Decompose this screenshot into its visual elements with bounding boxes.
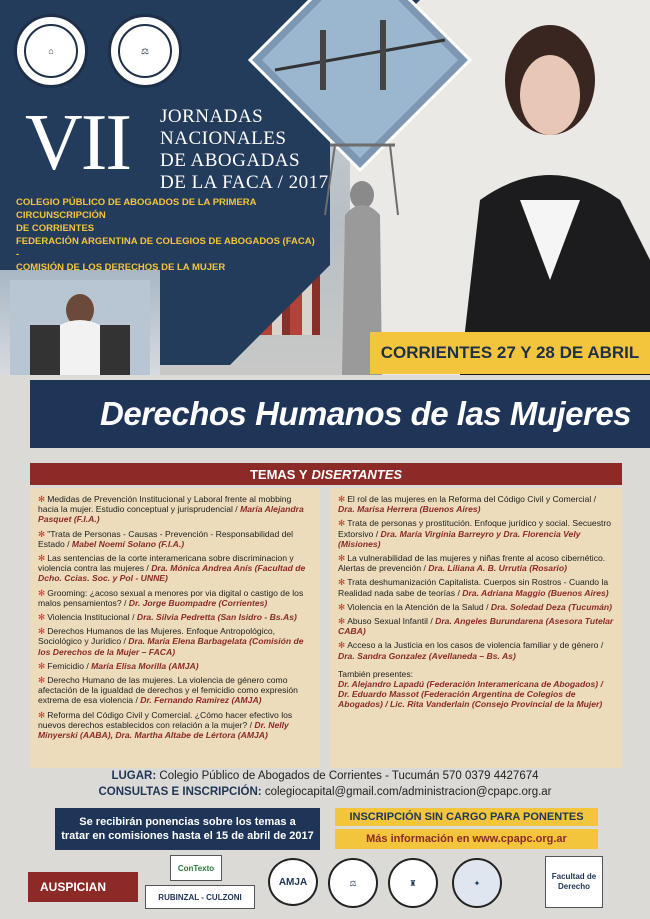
bullet-icon: ✻	[38, 553, 46, 564]
disertantes-label: DISERTANTES	[311, 466, 403, 482]
speaker-name: Dr. Nelly Minyerski (AABA), Dra. Martha Altabe de Lértora (AMJA)	[38, 719, 289, 741]
speaker-name: Dra. Soledad Deza (Tucumán)	[490, 601, 612, 612]
event-name-line: DE ABOGADAS	[160, 150, 301, 171]
federacion-interamericana-logo: ✦	[452, 858, 502, 908]
also-present	[338, 669, 614, 710]
topic-item	[338, 553, 614, 573]
organizers	[16, 196, 316, 274]
topic-text: Medidas de Prevención Institucional y Laboral frente al mobbing hacia la mujer. Estudio conceptual y jurisprudencial /	[38, 494, 292, 515]
topic-item	[338, 616, 614, 636]
event-date: CORRIENTES 27 Y 28 DE ABRIL	[370, 332, 650, 374]
header-area	[0, 0, 650, 375]
event-name-line: JORNADAS	[160, 106, 264, 127]
venue-line	[0, 770, 650, 782]
topic-text: Grooming: ¿acoso sexual a menores por via digital o castigo de los malos pensamientos? /	[38, 587, 304, 608]
topic-item	[38, 612, 312, 622]
colegio-san-isidro-logo: ⚖	[328, 858, 378, 908]
bullet-icon: ✻	[338, 640, 346, 651]
bullet-icon: ✻	[338, 518, 346, 529]
edition-number: VII	[25, 99, 131, 187]
bullet-icon: ✻	[38, 626, 46, 637]
topic-text: Femicidio /	[47, 660, 92, 671]
topic-text: Violencia Institucional /	[47, 612, 137, 623]
bullet-icon: ✻	[38, 587, 46, 598]
topic-text: El rol de las mujeres en la Reforma del Código Civil y Comercial /	[347, 494, 597, 504]
also-present-text: Dr. Alejandro Lapadú (Federación Interamericana de Abogados) / Dr. Eduardo Massot (Federación Argentina de Colegios de Abogados) / Lic. Rita Vanderlain (Consejo Provincial de la Mujer)	[338, 679, 603, 710]
topic-text: Las sentencias de la corte interamericana sobre discriminacion y violencia contra las mujeres /	[38, 553, 294, 574]
topic-item	[38, 661, 312, 671]
amja-logo	[268, 858, 318, 906]
contexto-logo: ConTexto	[170, 855, 222, 881]
temas-label: TEMAS Y	[249, 466, 308, 482]
speaker-name: Dra. Marisa Herrera (Buenos Aires)	[338, 504, 481, 515]
contact-label: CONSULTAS E INSCRIPCIÓN:	[98, 786, 262, 798]
bullet-icon: ✻	[38, 675, 46, 686]
topic-text: "Trata de Personas - Causas - Prevención - Responsabilidad del Estado /	[38, 528, 294, 549]
bullet-icon: ✻	[338, 616, 346, 627]
topic-item	[338, 602, 614, 612]
speaker-name: María Alejandra Pasquet (F.I.A.)	[38, 504, 304, 525]
ponencias-box	[55, 808, 320, 850]
temas-header	[30, 463, 622, 485]
event-name-line: DE LA FACA / 2017	[160, 172, 329, 193]
venue-text: Colegio Público de Abogados de Corrientes - Tucumán 570 0379 4427674	[159, 770, 539, 782]
bullet-icon: ✻	[338, 601, 346, 612]
topic-item	[38, 588, 312, 608]
speaker-name: Dra. Angeles Burundarena (Asesora Tutelar CABA)	[338, 616, 614, 637]
facultad-derecho-logo	[545, 856, 603, 908]
amja-text: AMJA	[278, 876, 308, 888]
faca-logo	[108, 14, 182, 88]
inscripcion-banner: INSCRIPCIÓN SIN CARGO PARA PONENTES	[335, 808, 598, 826]
contact-line	[0, 786, 650, 798]
organizer-line: DE CORRIENTES	[16, 223, 95, 234]
speaker-name: Dr. Fernando Ramirez (AMJA)	[140, 695, 262, 706]
speaker-name: Dra. Silvia Pedretta (San Isidro - Bs.As)	[136, 612, 297, 623]
event-name-line: NACIONALES	[160, 128, 287, 149]
bullet-icon: ✻	[338, 494, 346, 504]
topic-text: Reforma del Código Civil y Comercial. ¿Cómo hacer efectivo los nuevos derechos establecidos con relación a la mujer? /	[38, 709, 293, 730]
faca-book-icon: ⚖	[118, 24, 172, 78]
topic-item	[38, 675, 312, 706]
topics-left-column	[30, 488, 320, 768]
topics-right-column	[330, 488, 622, 768]
topic-item	[38, 710, 312, 741]
topic-text: Acceso a la Justicia en los casos de violencia familiar y de género /	[347, 640, 604, 651]
facultad-text: Facultad de Derecho	[551, 872, 597, 891]
topic-item	[38, 626, 312, 657]
organizer-line: COLEGIO PÚBLICO DE ABOGADOS DE LA PRIMERA CIRCUNSCRIPCIÓN	[16, 197, 257, 221]
bullet-icon: ✻	[338, 577, 346, 588]
faca-sponsor-logo: ♜	[388, 858, 438, 908]
ponencias-line: tratar en comisiones hasta el 15 de abril de 2017	[61, 830, 314, 842]
speaker-name: Dra. Sandra Gonzalez (Avellaneda – Bs. As)	[338, 650, 516, 661]
bullet-icon: ✻	[38, 612, 46, 623]
speaker-name: Dra. Mónica Andrea Anís (Facultad de Dcho. Ccias. Soc. y Pol - UNNE)	[38, 563, 306, 584]
more-info-link[interactable]: Más información en www.cpapc.org.ar	[335, 829, 598, 849]
woman-window-photo	[0, 270, 160, 375]
bullet-icon: ✻	[38, 494, 46, 504]
bullet-icon: ✻	[38, 660, 46, 671]
organizer-line: COMISIÓN DE LOS DERECHOS DE LA MUJER	[16, 262, 226, 273]
organizer-line: FEDERACIÓN ARGENTINA DE COLEGIOS DE ABOGADOS (FACA) -	[16, 236, 315, 260]
speaker-name: Dra. María Virginia Barreyro y Dra. Florencia Vely (Misiones)	[338, 528, 581, 549]
topic-item	[338, 518, 614, 549]
ponencias-line: Se recibirán ponencias sobre los temas a	[79, 816, 296, 828]
topic-item	[338, 494, 614, 514]
also-present-label: También presentes:	[338, 668, 413, 679]
speaker-name: Dra. María Elena Barbagelata (Comisión de los Derechos de la Mujer – FACA)	[38, 636, 304, 657]
event-name	[160, 106, 329, 194]
topic-item	[338, 640, 614, 660]
speaker-name: Mabel Noemí Solano (F.I.A.)	[71, 538, 185, 549]
speaker-name: Dra. Liliana A. B. Urrutia (Rosario)	[428, 563, 567, 574]
bullet-icon: ✻	[38, 528, 46, 539]
colegio-publico-logo	[14, 14, 88, 88]
topic-text: Derechos Humanos de las Mujeres. Enfoque Antropológico, Sociológico y Jurídico /	[38, 626, 276, 647]
topic-item	[38, 529, 312, 549]
venue-label: LUGAR:	[111, 770, 157, 782]
auspician-label: AUSPICIAN	[28, 872, 138, 902]
speaker-name: Dr. Jorge Buompadre (Corrientes)	[128, 597, 268, 608]
topic-text: Trata deshumanización Capitalista. Cuerpos sin Rostros - Cuando la Realidad nada sabe de teorías /	[338, 577, 609, 598]
topic-item	[38, 494, 312, 525]
bullet-icon: ✻	[338, 553, 346, 564]
topic-text: Abuso Sexual Infantil /	[347, 616, 436, 627]
topic-text: La vulnerabilidad de las mujeres y niñas frente al acoso cibernético. Alertas de prevención /	[338, 553, 606, 574]
speaker-name: Dra. Adriana Maggio (Buenos Aires)	[462, 587, 609, 598]
rubinzal-logo: RUBINZAL - CULZONI	[145, 885, 255, 909]
bullet-icon: ✻	[38, 709, 46, 720]
topic-text: Derecho Humano de las mujeres. La violencia de género como afectación de la igualdad de derechos y el femicidio como expresión extrema de esa violencia /	[38, 675, 298, 706]
topic-item	[338, 577, 614, 597]
contact-email[interactable]: colegiocapital@gmail.com/administracion@cpapc.org.ar	[264, 786, 552, 798]
topic-item	[38, 553, 312, 584]
speaker-name: María Elisa Morilla (AMJA)	[91, 660, 199, 671]
topic-text: Violencia en la Atención de la Salud /	[347, 601, 491, 612]
colegio-map-icon: ⌂	[24, 24, 78, 78]
main-title: Derechos Humanos de las Mujeres	[30, 380, 650, 448]
topic-text: Trata de personas y prostitución. Enfoque jurídico y social. Secuestro Extorsivo /	[338, 518, 612, 539]
